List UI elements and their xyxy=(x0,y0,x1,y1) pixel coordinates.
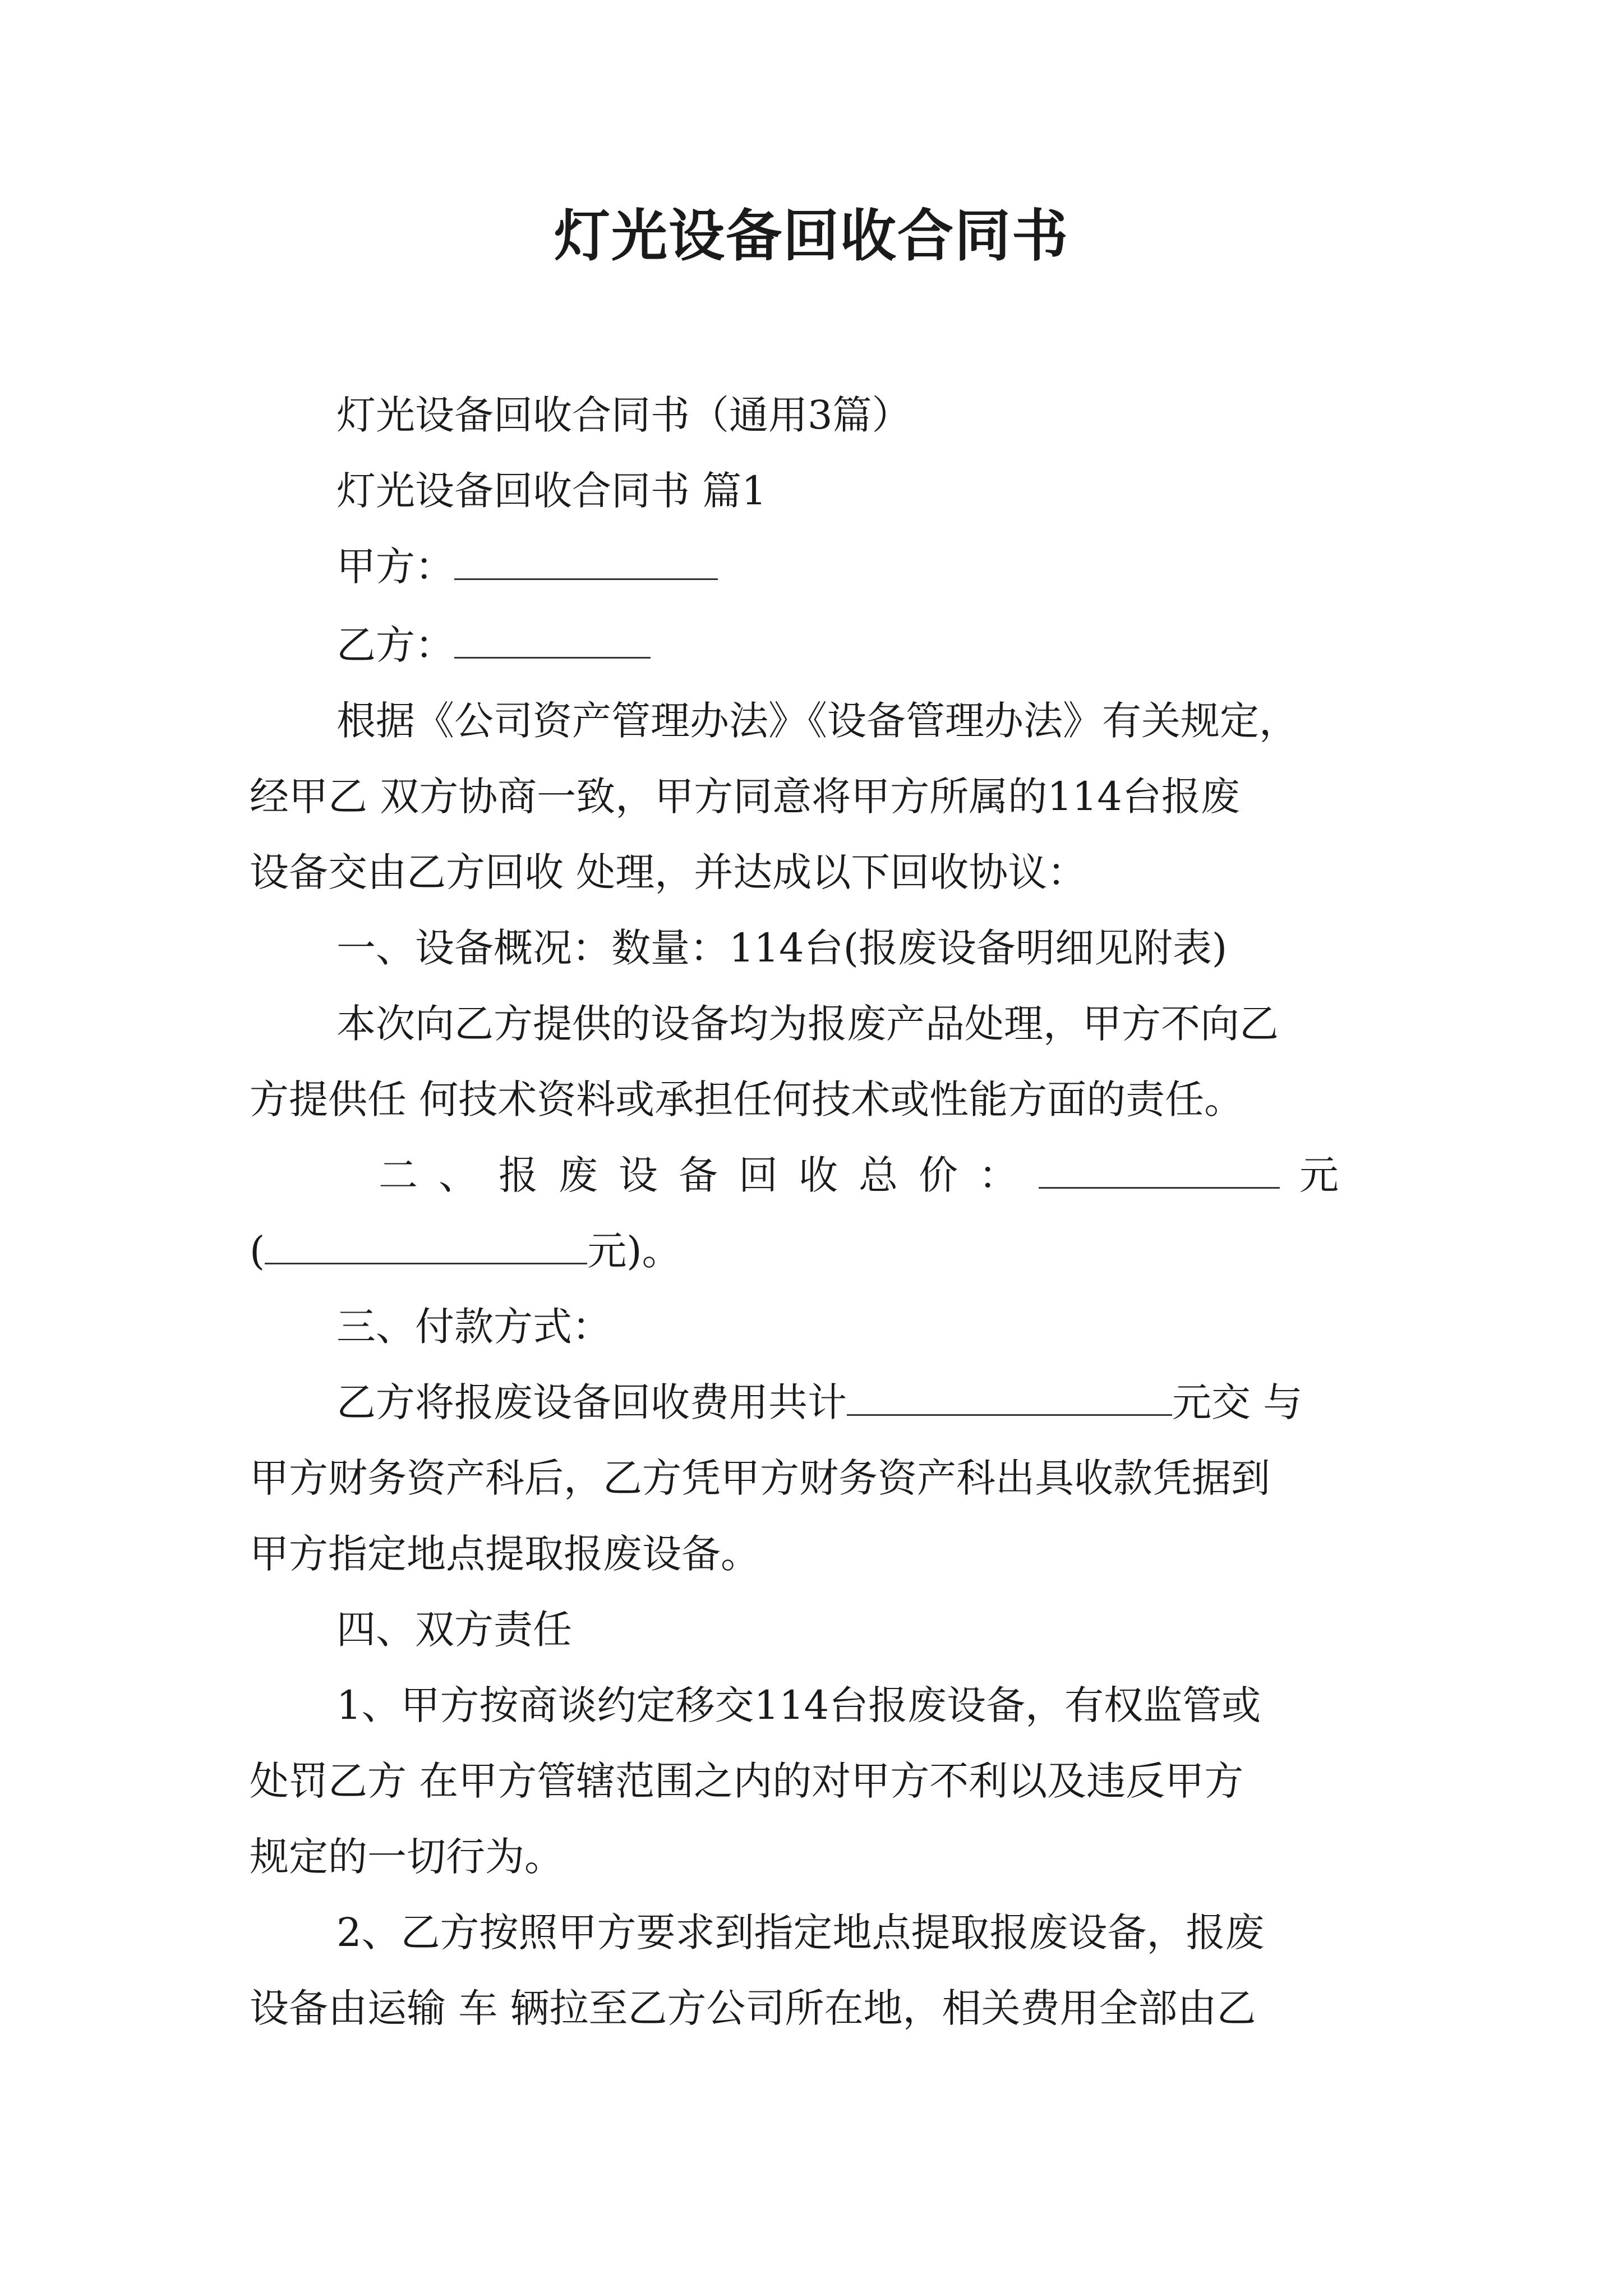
section-1-line-1: 本次向乙方提供的设备均为报废产品处理，甲方不向乙 xyxy=(336,1001,1279,1047)
section-2-paren-close: 元)。 xyxy=(587,1228,681,1274)
section-1-line-2: 方提供任 何技术资料或承担任何技术或性能方面的责任。 xyxy=(250,1076,1244,1122)
party-b-line xyxy=(336,617,1377,673)
clause-4-2-line-1: 2、乙方按照甲方要求到指定地点提取报废设备，报废 xyxy=(336,1910,1265,1955)
section-4-heading: 四、双方责任 xyxy=(336,1607,572,1653)
section-3-text-start: 乙方将报废设备回收费用共计 xyxy=(336,1379,847,1425)
section-3-line-1 xyxy=(336,1374,1377,1430)
clause-4-2-line-2: 设备由运输 车 辆拉至乙方公司所在地，相关费用全部由乙 xyxy=(250,1985,1256,2031)
intro-line-1: 根据《公司资产管理办法》《设备管理办法》有关规定， xyxy=(336,698,1298,744)
chapter-heading: 灯光设备回收合同书 篇1 xyxy=(336,468,767,514)
section-3-line-3: 甲方指定地点提取报废设备。 xyxy=(250,1531,760,1577)
section-3-heading: 三、付款方式： xyxy=(336,1304,611,1350)
intro-line-2: 经甲乙 双方协商一致，甲方同意将甲方所属的114台报废 xyxy=(250,774,1240,820)
section-2-paren-open: ( xyxy=(250,1228,265,1274)
party-a-line xyxy=(336,539,1377,595)
clause-4-1-line-2: 处罚乙方 在甲方管辖范围之内的对甲方不利以及违反甲方 xyxy=(250,1758,1244,1804)
clause-4-1-line-3: 规定的一切行为。 xyxy=(250,1834,564,1880)
section-3-line-2: 甲方财务资产科后，乙方凭甲方财务资产科出具收款凭据到 xyxy=(250,1455,1270,1501)
intro-line-3: 设备交由乙方回收 处理，并达成以下回收协议： xyxy=(250,849,1087,895)
section-2-label: 二、报废设备回收总价： xyxy=(379,1152,1039,1198)
party-b-blank xyxy=(454,622,651,659)
section-3-text-end: 元交 与 xyxy=(1172,1379,1303,1425)
total-price-blank xyxy=(1039,1152,1280,1189)
total-price-words-blank xyxy=(265,1228,587,1264)
party-b-label: 乙方： xyxy=(336,622,454,668)
payment-amount-blank xyxy=(847,1379,1172,1416)
document-subtitle: 灯光设备回收合同书（通用3篇） xyxy=(336,392,911,438)
section-1-heading: 一、设备概况：数量：114台(报废设备明细见附表) xyxy=(336,925,1228,971)
section-2-line-2 xyxy=(250,1223,1377,1279)
clause-4-1-line-1: 1、甲方按商谈约定移交114台报废设备，有权监管或 xyxy=(336,1682,1261,1728)
section-2-line-1 xyxy=(379,1147,1419,1203)
section-2-unit: 元 xyxy=(1299,1152,1339,1198)
party-a-blank xyxy=(454,544,718,580)
document-title: 灯光设备回收合同书 xyxy=(554,203,1069,269)
party-a-label: 甲方： xyxy=(336,544,454,590)
